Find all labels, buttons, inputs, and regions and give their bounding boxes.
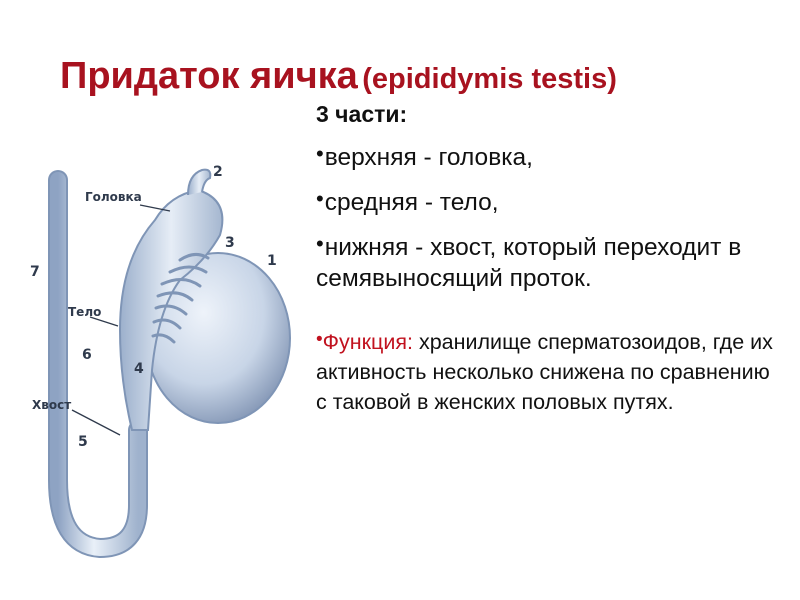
function-label: Функция:: [322, 330, 413, 354]
part-text: нижняя - хвост, который переходит в семявыносящий проток.: [316, 234, 742, 292]
function-label-wrap: [316, 330, 413, 354]
bullet-marker: •: [316, 329, 323, 350]
part-text: средняя - тело,: [324, 189, 499, 216]
leader-body: [90, 317, 118, 326]
parts-heading: 3 части:: [316, 101, 408, 127]
label-number-6: 6: [82, 347, 92, 363]
bullet-marker: •: [316, 186, 324, 211]
title-latin: (epididymis testis): [362, 63, 617, 95]
parts-list: [316, 138, 786, 304]
title-main: Придаток яичка: [60, 55, 358, 97]
bullet-marker: •: [316, 141, 324, 166]
function-paragraph: [316, 325, 776, 417]
label-body: Тело: [68, 305, 102, 319]
label-number-7: 7: [30, 264, 40, 280]
epididymis-illustration: [20, 150, 310, 590]
label-tail: Хвост: [32, 398, 72, 412]
label-number-2: 2: [213, 164, 223, 180]
leader-tail: [72, 410, 120, 435]
part-text: верхняя - головка,: [324, 144, 533, 171]
appendix-shape: [188, 170, 210, 195]
slide-title: [60, 55, 760, 98]
label-head: Головка: [85, 190, 142, 204]
label-number-5: 5: [78, 434, 88, 450]
part-item-tail: [316, 228, 786, 294]
function-text: хранилище сперматозоидов, где их активность несколько снижена по сравнению с таковой в женских половых путях.: [316, 330, 773, 414]
label-number-1: 1: [267, 253, 277, 269]
label-number-3: 3: [225, 235, 235, 251]
part-item-body: [316, 183, 786, 218]
part-item-head: [316, 138, 786, 173]
bullet-marker: •: [316, 231, 324, 256]
label-number-4: 4: [134, 361, 144, 377]
